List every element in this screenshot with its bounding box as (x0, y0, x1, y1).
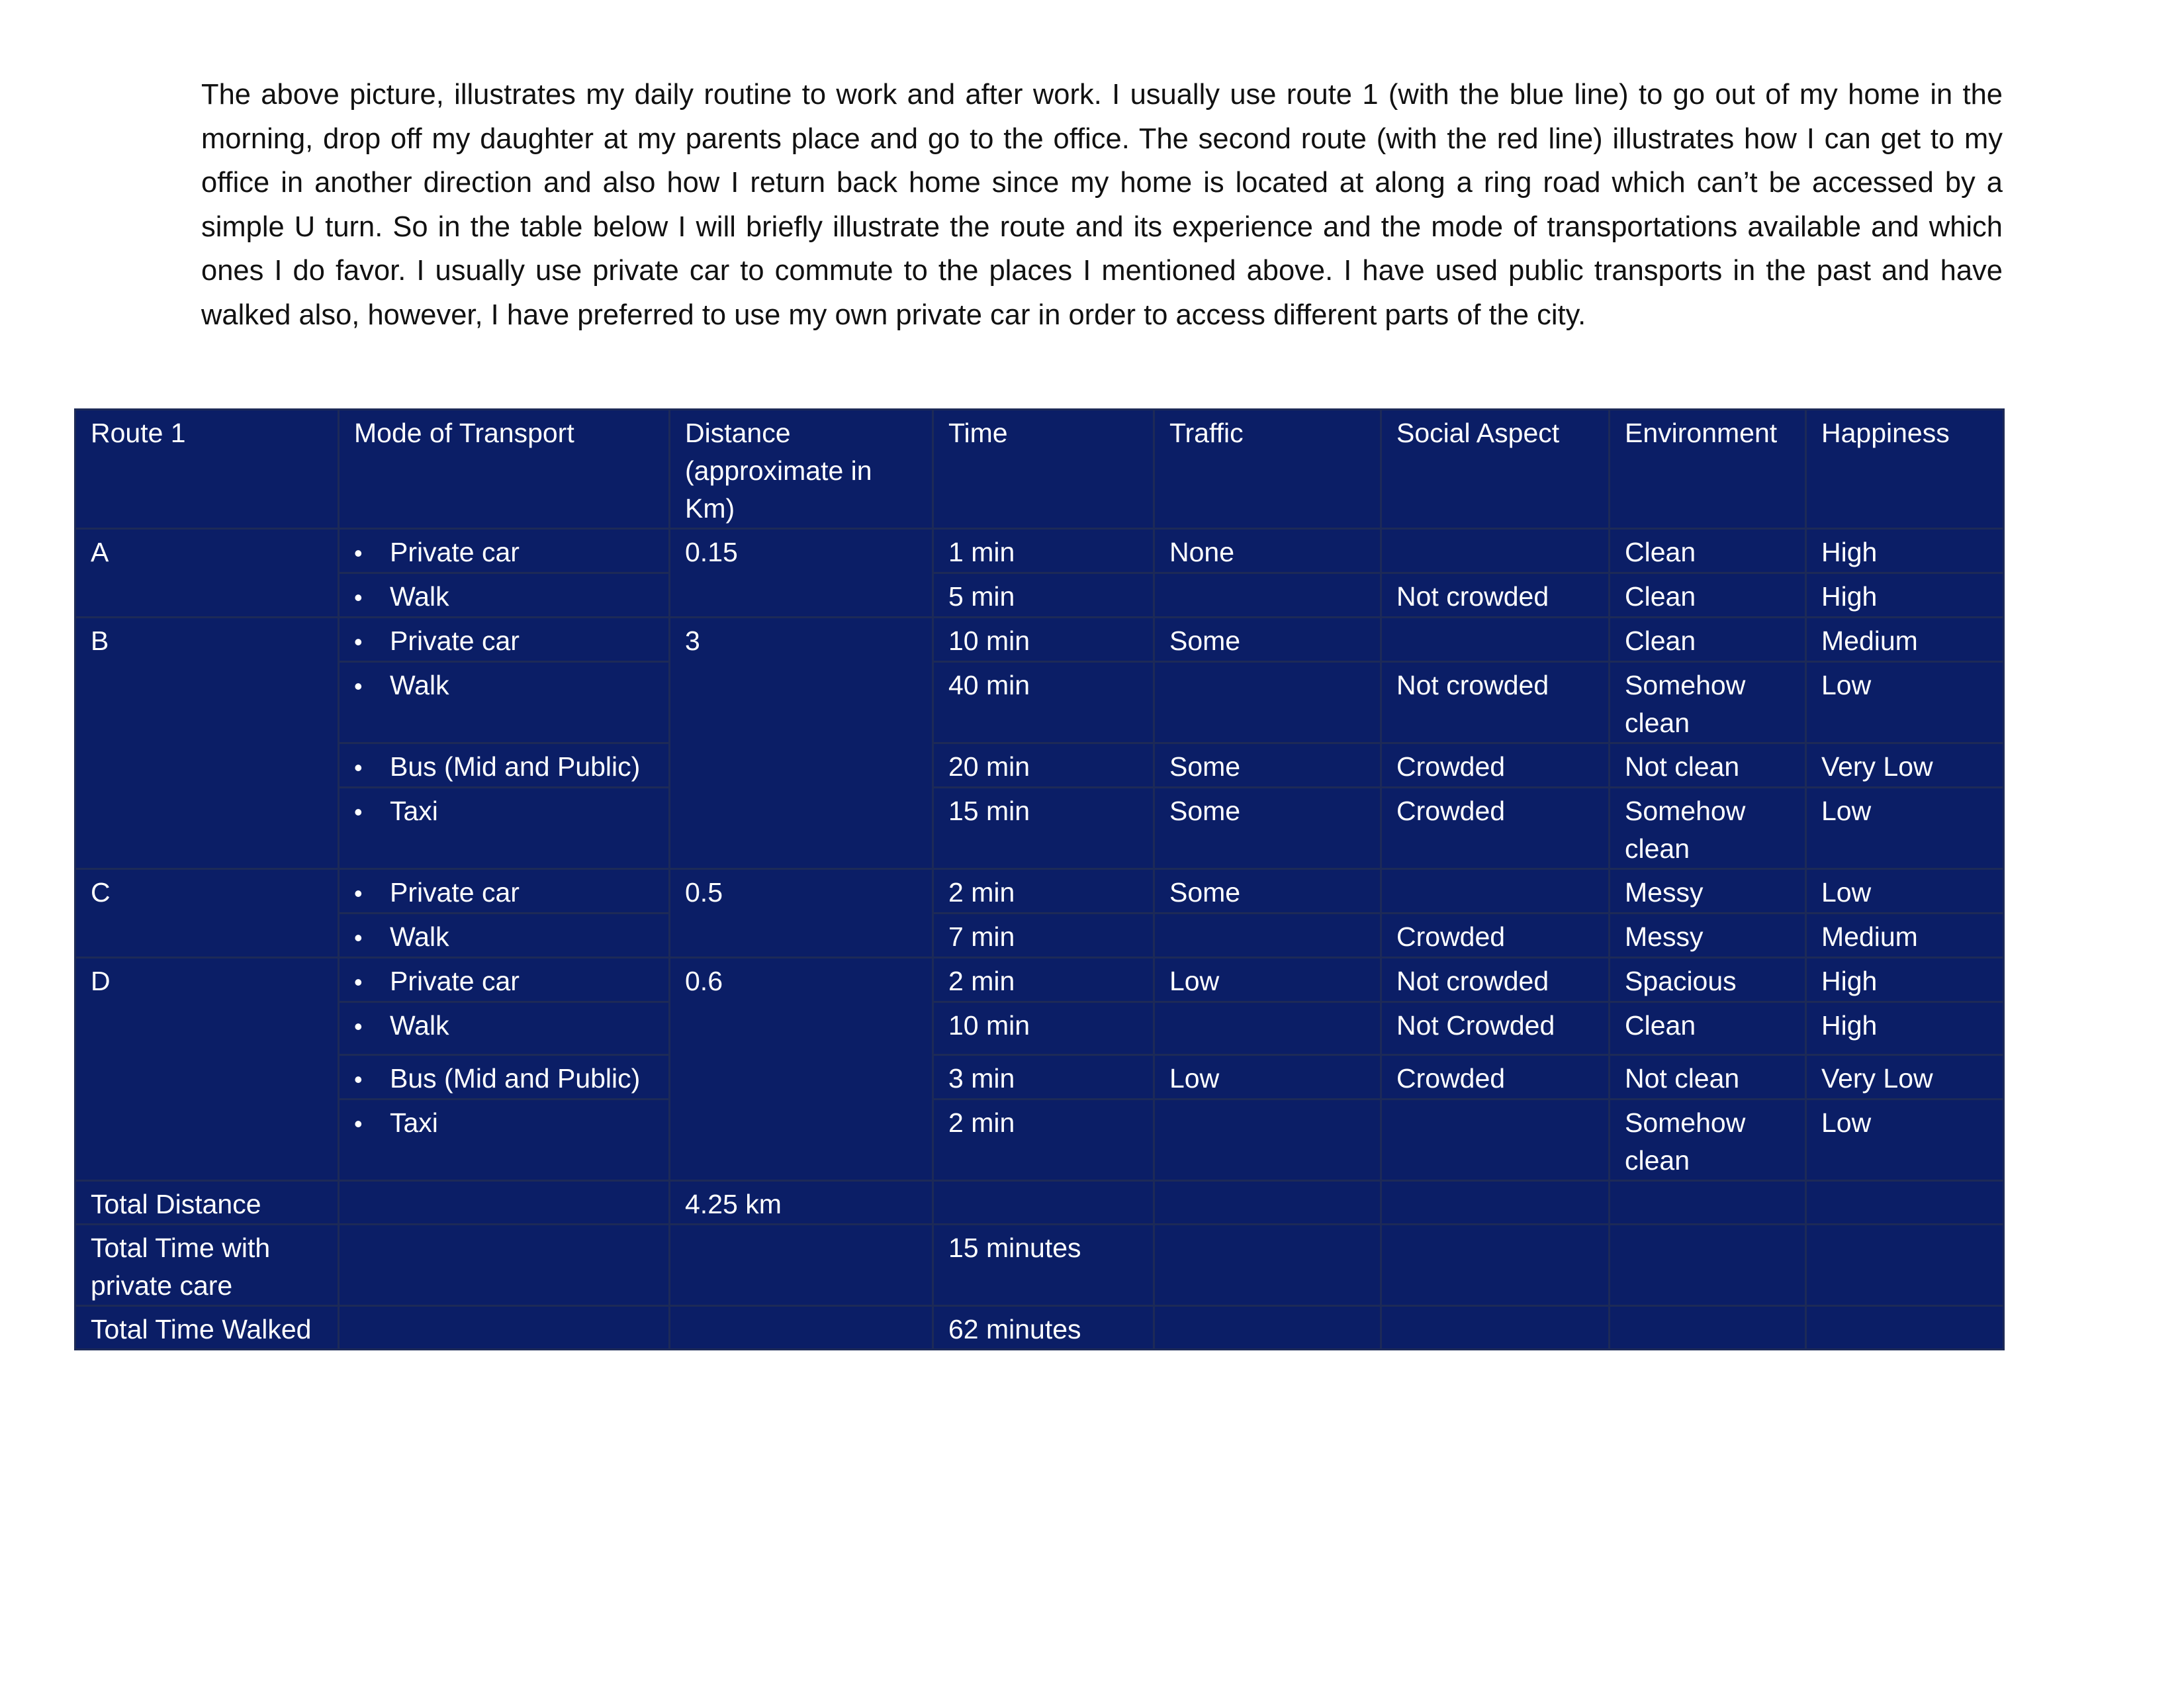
time-cell: 10 min (933, 618, 1154, 662)
empty-cell (1806, 1181, 2004, 1225)
happiness-cell: High (1806, 1002, 2004, 1055)
table-row (75, 743, 2004, 788)
table-row (75, 662, 2004, 743)
happiness-cell: High (1806, 573, 2004, 618)
total-row (75, 1306, 2004, 1350)
header-traffic: Traffic (1154, 410, 1381, 529)
social-cell: Crowded (1381, 1055, 1610, 1100)
empty-cell (1381, 1181, 1610, 1225)
table-row (75, 914, 2004, 958)
happiness-cell: High (1806, 958, 2004, 1002)
intro-paragraph: The above picture, illustrates my daily routine to work and after work. I usually use route 1 (with the blue line) to go out of my home in the morning, drop off my daughter at my parents place and go to the office. The second route (with the red line) illustrates how I can get to my office in another direction and also how I return back home since my home is located at along a ring road which can’t be accessed by a simple U turn. So in the table below I will briefly illustrate the route and its experience and the mode of transportations available and which ones I do favor. I usually use private car to commute to the places I mentioned above. I have used public transports in the past and have walked also, however, I have preferred to use my own private car in order to access different parts of the city. (201, 79, 2003, 331)
route-cell: C (75, 869, 339, 958)
total-distance (670, 1306, 933, 1350)
time-cell: 10 min (933, 1002, 1154, 1055)
empty-cell (1806, 1306, 2004, 1350)
distance-cell: 0.6 (670, 958, 933, 1181)
header-time: Time (933, 410, 1154, 529)
traffic-cell: Low (1154, 1055, 1381, 1100)
time-cell: 15 min (933, 788, 1154, 869)
social-cell (1381, 1100, 1610, 1181)
empty-cell (1381, 1225, 1610, 1306)
environment-cell: Clean (1610, 573, 1806, 618)
traffic-cell (1154, 914, 1381, 958)
traffic-cell: Some (1154, 788, 1381, 869)
environment-cell: Messy (1610, 914, 1806, 958)
time-cell: 5 min (933, 573, 1154, 618)
table-row (75, 573, 2004, 618)
mode-cell (339, 662, 670, 743)
table-row (75, 1100, 2004, 1181)
social-cell: Not Crowded (1381, 1002, 1610, 1055)
distance-cell: 0.15 (670, 529, 933, 618)
environment-cell: Clean (1610, 618, 1806, 662)
total-time: 62 minutes (933, 1306, 1154, 1350)
total-label: Total Time with private care (75, 1225, 339, 1306)
total-row (75, 1181, 2004, 1225)
traffic-cell (1154, 1002, 1381, 1055)
environment-cell: Somehow clean (1610, 1100, 1806, 1181)
route-cell: B (75, 618, 339, 869)
mode-label: • Walk (354, 918, 654, 957)
mode-cell (339, 1002, 670, 1055)
happiness-cell: Low (1806, 1100, 2004, 1181)
happiness-cell: Medium (1806, 914, 2004, 958)
mode-label: • Taxi (354, 792, 654, 831)
environment-cell: Messy (1610, 869, 1806, 914)
header-environment: Environment (1610, 410, 1806, 529)
total-label: Total Distance (75, 1181, 339, 1225)
mode-cell (339, 914, 670, 958)
table-row (75, 788, 2004, 869)
distance-cell: 0.5 (670, 869, 933, 958)
header-happiness: Happiness (1806, 410, 2004, 529)
mode-label: • Private car (354, 622, 654, 661)
happiness-cell: Low (1806, 869, 2004, 914)
social-cell: Not crowded (1381, 573, 1610, 618)
table-header-row (75, 410, 2004, 529)
header-social: Social Aspect (1381, 410, 1610, 529)
happiness-cell: Very Low (1806, 1055, 2004, 1100)
happiness-cell: Low (1806, 662, 2004, 743)
empty-cell (339, 1306, 670, 1350)
mode-label: • Private car (354, 534, 654, 572)
total-distance: 4.25 km (670, 1181, 933, 1225)
empty-cell (1154, 1306, 1381, 1350)
traffic-cell: Some (1154, 618, 1381, 662)
social-cell: Crowded (1381, 743, 1610, 788)
happiness-cell: Very Low (1806, 743, 2004, 788)
traffic-cell: Low (1154, 958, 1381, 1002)
social-cell (1381, 529, 1610, 573)
traffic-cell: None (1154, 529, 1381, 573)
environment-cell: Not clean (1610, 1055, 1806, 1100)
environment-cell: Somehow clean (1610, 662, 1806, 743)
social-cell: Not crowded (1381, 662, 1610, 743)
total-label: Total Time Walked (75, 1306, 339, 1350)
time-cell: 2 min (933, 869, 1154, 914)
empty-cell (1154, 1181, 1381, 1225)
social-cell (1381, 869, 1610, 914)
environment-cell: Not clean (1610, 743, 1806, 788)
social-cell: Not crowded (1381, 958, 1610, 1002)
empty-cell (1610, 1306, 1806, 1350)
table-row (75, 618, 2004, 662)
mode-cell (339, 573, 670, 618)
happiness-cell: High (1806, 529, 2004, 573)
mode-cell (339, 743, 670, 788)
environment-cell: Clean (1610, 1002, 1806, 1055)
empty-cell (1806, 1225, 2004, 1306)
social-cell: Crowded (1381, 914, 1610, 958)
environment-cell: Clean (1610, 529, 1806, 573)
traffic-cell: Some (1154, 743, 1381, 788)
happiness-cell: Medium (1806, 618, 2004, 662)
traffic-cell (1154, 573, 1381, 618)
route-cell: A (75, 529, 339, 618)
table-row (75, 529, 2004, 573)
empty-cell (1381, 1306, 1610, 1350)
header-distance: Distance (approximate in Km) (670, 410, 933, 529)
happiness-cell: Low (1806, 788, 2004, 869)
mode-label: • Walk (354, 578, 654, 616)
empty-cell (1610, 1225, 1806, 1306)
mode-cell (339, 788, 670, 869)
route-cell: D (75, 958, 339, 1181)
mode-label: • Private car (354, 874, 654, 912)
table-row (75, 1055, 2004, 1100)
mode-label: • Walk (354, 1007, 654, 1045)
empty-cell (339, 1181, 670, 1225)
empty-cell (1610, 1181, 1806, 1225)
distance-cell: 3 (670, 618, 933, 869)
time-cell: 3 min (933, 1055, 1154, 1100)
mode-cell (339, 958, 670, 1002)
mode-label: • Taxi (354, 1104, 654, 1143)
table-row (75, 1002, 2004, 1055)
total-distance (670, 1225, 933, 1306)
time-cell: 2 min (933, 958, 1154, 1002)
mode-cell (339, 1055, 670, 1100)
empty-cell (339, 1225, 670, 1306)
social-cell (1381, 618, 1610, 662)
mode-label: • Private car (354, 962, 654, 1001)
header-route: Route 1 (75, 410, 339, 529)
time-cell: 1 min (933, 529, 1154, 573)
environment-cell: Somehow clean (1610, 788, 1806, 869)
mode-label: • Bus (Mid and Public) (354, 748, 654, 786)
mode-label: • Walk (354, 667, 654, 705)
time-cell: 7 min (933, 914, 1154, 958)
social-cell: Crowded (1381, 788, 1610, 869)
traffic-cell: Some (1154, 869, 1381, 914)
environment-cell: Spacious (1610, 958, 1806, 1002)
mode-label: • Bus (Mid and Public) (354, 1060, 654, 1098)
empty-cell (1154, 1225, 1381, 1306)
table-row (75, 869, 2004, 914)
time-cell: 2 min (933, 1100, 1154, 1181)
mode-cell (339, 529, 670, 573)
time-cell: 20 min (933, 743, 1154, 788)
mode-cell (339, 618, 670, 662)
table-row (75, 958, 2004, 1002)
mode-cell (339, 869, 670, 914)
traffic-cell (1154, 662, 1381, 743)
time-cell: 40 min (933, 662, 1154, 743)
total-time: 15 minutes (933, 1225, 1154, 1306)
total-row (75, 1225, 2004, 1306)
route-table (74, 408, 2005, 1350)
total-time (933, 1181, 1154, 1225)
header-mode: Mode of Transport (339, 410, 670, 529)
traffic-cell (1154, 1100, 1381, 1181)
mode-cell (339, 1100, 670, 1181)
